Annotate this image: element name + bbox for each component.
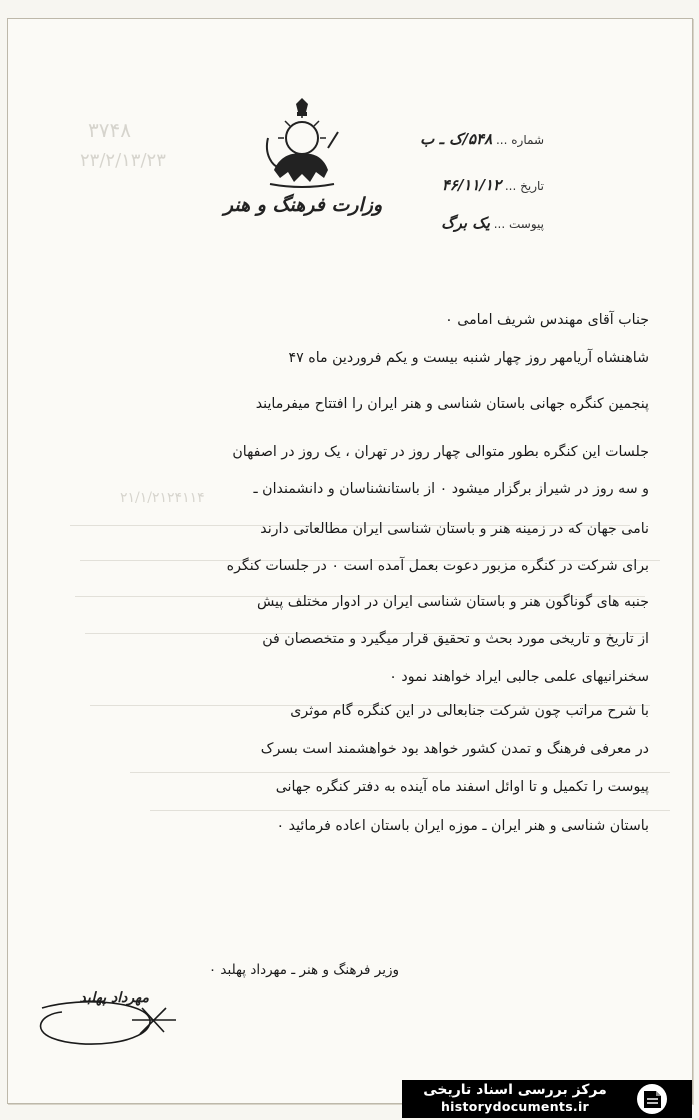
attachment-dots: ... <box>493 217 506 231</box>
letter-line: نامی جهان که در زمینه هنر و باستان شناسی ایران مطالعاتی دارند <box>260 521 649 537</box>
number-value: ۵۴۸/ک ـ ب <box>420 130 493 148</box>
letter-line: در معرفی فرهنگ و تمدن کشور خواهد بود خواهشمند است بسرک <box>260 741 649 757</box>
letter-line: شاهنشاه آریامهر روز چهار شنبه بیست و یکم فروردین ماه ۴۷ <box>288 350 649 366</box>
date-field <box>442 176 544 194</box>
signature-text: مهرداد پهلبد <box>79 990 149 1006</box>
bleed-rule-7 <box>150 810 670 811</box>
folded-document-logo-icon <box>634 1082 670 1116</box>
letter-line: جنبه های گوناگون هنر و باستان شناسی ایران در ادوار مختلف پیش <box>256 594 649 610</box>
lion-and-sun-emblem-icon <box>262 98 342 190</box>
letter-line: با شرح مراتب چون شرکت جنابعالی در این کنگره گام موثری <box>290 703 649 719</box>
number-field <box>420 130 544 148</box>
number-dots: ... <box>495 133 508 147</box>
letter-line: باستان شناسی و هنر ایران ـ موزه ایران باستان اعاده فرمائید ۰ <box>276 818 649 834</box>
archive-title: مرکز بررسی اسناد تاریخی <box>423 1082 607 1098</box>
date-dots: ... <box>504 179 517 193</box>
letter-line: پنجمین کنگره جهانی باستان شناسی و هنر ایران را افتتاح میفرمایند <box>255 396 649 412</box>
date-label: تاریخ <box>520 179 544 193</box>
attachment-value: یک برگ <box>441 214 490 232</box>
letter-line: برای شرکت در کنگره مزبور دعوت بعمل آمده است ۰ در جلسات کنگره <box>226 558 649 574</box>
attachment-field <box>441 214 544 232</box>
letter-line: و سه روز در شیراز برگزار میشود ۰ از باستانشناسان و دانشمندان ـ <box>253 481 649 497</box>
ministry-letterhead: وزارت فرهنگ و هنر <box>223 194 383 216</box>
bleed-rule-6 <box>130 772 670 773</box>
letter-line: جلسات این کنگره بطور متوالی چهار روز در تهران ، یک روز در اصفهان <box>232 444 649 460</box>
date-value: ۴۶/۱۱/۱۲ <box>441 176 501 194</box>
letter-line: سخنرانیهای علمی جالبی ایراد خواهند نمود ۰ <box>389 669 649 685</box>
bleed-through-numbers-2: ۲۳/۲/۱۳/۲۳ <box>80 150 166 171</box>
archive-url[interactable]: historydocuments.ir <box>440 1099 590 1114</box>
attachment-label: پیوست <box>509 217 544 231</box>
bleed-through-numbers: ۳۷۴۸ <box>88 118 131 142</box>
letter-line: از تاریخ و تاریخی مورد بحث و تحقیق قرار میگیرد و متخصصان فن <box>262 631 649 647</box>
signature-icon <box>22 988 182 1058</box>
letter-salutation: جناب آقای مهندس شریف امامی ۰ <box>445 312 649 328</box>
signer-line: وزیر فرهنگ و هنر ـ مهرداد پهلبد ۰ <box>208 962 399 978</box>
bleed-through-line: ۲۱/۱/۲۱۲۴۱۱۴ <box>120 490 205 506</box>
number-label: شماره <box>511 133 544 147</box>
letter-line: پیوست را تکمیل و تا اوائل اسفند ماه آینده به دفتر کنگره جهانی <box>275 779 649 795</box>
